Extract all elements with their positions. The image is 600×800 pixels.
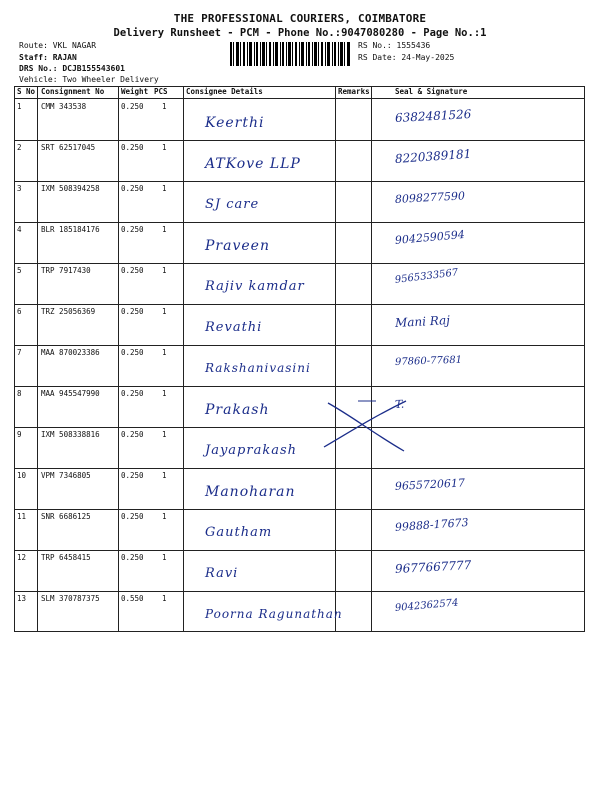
row-divider [15,140,584,141]
row-signature: 8098277590 [394,189,466,206]
row-weight: 0.250 [121,553,144,562]
row-consignment-no: SLM 370787375 [41,594,100,603]
row-consignment-no: MAA 870023386 [41,348,100,357]
cross-out-mark [318,395,413,455]
row-sno: 5 [17,266,22,275]
row-weight: 0.250 [121,184,144,193]
row-divider [15,468,584,469]
row-divider [15,304,584,305]
row-consignee-name: Gautham [205,525,273,540]
drs-label: DRS No.: DCJB155543601 [19,64,125,73]
row-signature: Mani Raj [394,313,451,330]
row-weight: 0.550 [121,594,144,603]
row-consignment-no: CMM 343538 [41,102,87,111]
row-consignee-name: ATKove LLP [205,156,301,172]
row-divider [15,345,584,346]
row-consignment-no: TRP 6458415 [41,553,91,562]
row-sno: 7 [17,348,22,357]
runsheet-subtitle: Delivery Runsheet - PCM - Phone No.:9047080280 - Page No.:1 [113,27,487,39]
row-pcs: 1 [162,471,167,480]
col-header-consignment: Consignment No [41,87,105,96]
row-consignee-name: SJ care [205,197,260,212]
row-signature: 9565333567 [394,267,459,286]
row-consignment-no: IXM 508394258 [41,184,100,193]
row-divider [15,386,584,387]
col-header-pcs: PCS [154,87,168,96]
row-pcs: 1 [162,266,167,275]
row-pcs: 1 [162,102,167,111]
row-pcs: 1 [162,184,167,193]
company-title: THE PROFESSIONAL COURIERS, COIMBATORE [173,12,427,25]
row-sno: 6 [17,307,22,316]
row-consignee-name: Rakshanivasini [205,361,311,375]
col-header-signature: Seal & Signature [395,87,468,96]
row-signature: 97860-77681 [394,354,463,368]
row-signature: 9042590594 [394,227,466,247]
row-consignee-name: Keerthi [205,115,265,131]
row-weight: 0.250 [121,225,144,234]
row-pcs: 1 [162,389,167,398]
row-signature: 6382481526 [394,107,472,125]
row-divider [15,181,584,182]
row-weight: 0.250 [121,430,144,439]
row-divider [15,222,584,223]
row-divider [15,591,584,592]
row-weight: 0.250 [121,512,144,521]
row-pcs: 1 [162,307,167,316]
vehicle-label: Vehicle: Two Wheeler Delivery [19,75,159,84]
row-weight: 0.250 [121,102,144,111]
row-consignee-name: Poorna Ragunathan [205,607,343,621]
delivery-table [14,86,585,632]
col-header-weight: Weight [121,87,149,96]
row-divider [15,427,584,428]
row-sno: 1 [17,102,22,111]
row-consignee-name: Rajiv kamdar [205,279,305,294]
row-consignment-no: SRT 62517045 [41,143,96,152]
row-sno: 4 [17,225,22,234]
row-sno: 13 [17,594,27,603]
row-consignee-name: Praveen [205,238,270,254]
row-pcs: 1 [162,225,167,234]
row-consignee-name: Jayaprakash [205,443,298,458]
row-signature: 9655720617 [394,476,466,493]
row-consignee-name: Revathi [205,320,263,335]
row-weight: 0.250 [121,389,144,398]
row-consignee-name: Manoharan [205,484,296,500]
row-pcs: 1 [162,553,167,562]
row-sno: 11 [17,512,27,521]
row-weight: 0.250 [121,307,144,316]
row-weight: 0.250 [121,143,144,152]
row-pcs: 1 [162,348,167,357]
row-signature: T. [394,397,405,411]
row-weight: 0.250 [121,348,144,357]
col-header-remarks: Remarks [338,87,370,96]
row-consignment-no: SNR 6686125 [41,512,91,521]
rs-number: RS No.: 1555436 [358,41,431,50]
row-consignment-no: MAA 945547990 [41,389,100,398]
col-header-sno: S No [17,87,36,96]
row-pcs: 1 [162,512,167,521]
row-signature: 99888-17673 [394,515,469,534]
row-sno: 8 [17,389,22,398]
row-sno: 12 [17,553,27,562]
row-divider [15,550,584,551]
row-weight: 0.250 [121,471,144,480]
row-consignment-no: IXM 508338816 [41,430,100,439]
row-consignment-no: BLR 185184176 [41,225,100,234]
row-consignment-no: TRZ 25056369 [41,307,96,316]
barcode-image [230,42,350,66]
route-label: Route: VKL NAGAR [19,41,97,50]
row-signature: 8220389181 [394,146,472,166]
col-header-consignee: Consignee Details [186,87,263,96]
row-sno: 9 [17,430,22,439]
row-sno: 10 [17,471,27,480]
row-consignment-no: VPM 7346805 [41,471,91,480]
row-divider [15,509,584,510]
row-divider [15,263,584,264]
rs-date: RS Date: 24-May-2025 [358,53,455,62]
row-consignee-name: Ravi [205,566,239,581]
row-pcs: 1 [162,594,167,603]
staff-label: Staff: RAJAN [19,53,77,62]
row-signature: 9042362574 [394,597,459,614]
row-pcs: 1 [162,143,167,152]
row-signature: 9677667777 [394,558,472,576]
row-sno: 3 [17,184,22,193]
header-divider [15,98,584,99]
row-weight: 0.250 [121,266,144,275]
row-pcs: 1 [162,430,167,439]
row-sno: 2 [17,143,22,152]
row-consignment-no: TRP 7917430 [41,266,91,275]
row-consignee-name: Prakash [205,402,270,418]
